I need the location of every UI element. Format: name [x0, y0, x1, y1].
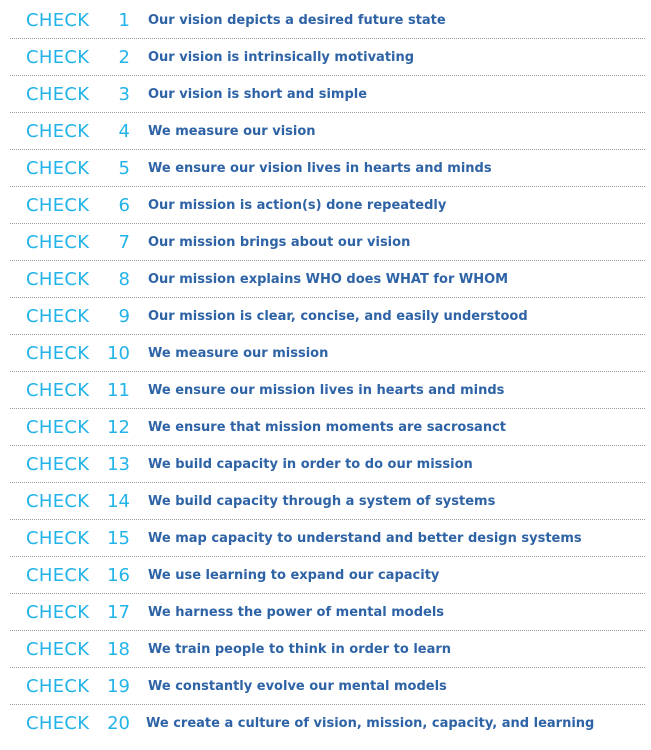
check-statement: We create a culture of vision, mission, capacity, and learning: [146, 716, 595, 731]
check-label: CHECK: [26, 306, 90, 327]
checklist-row: [0, 261, 651, 298]
check-statement: We ensure our mission lives in hearts and minds: [148, 383, 505, 398]
check-number: 13: [107, 454, 130, 475]
check-label: CHECK: [26, 195, 90, 216]
check-statement: We ensure that mission moments are sacrosanct: [148, 420, 507, 435]
checklist-row: [0, 668, 651, 705]
check-number: 11: [107, 380, 130, 401]
checklist-row: [0, 224, 651, 261]
check-statement: Our vision depicts a desired future state: [148, 13, 446, 28]
checklist-row: [0, 409, 651, 446]
check-label: CHECK: [26, 602, 90, 623]
checklist-row: [0, 113, 651, 150]
check-label: CHECK: [26, 343, 90, 364]
check-number: 6: [118, 195, 130, 216]
check-label: CHECK: [26, 528, 90, 549]
check-statement: We use learning to expand our capacity: [148, 568, 440, 583]
check-number: 16: [107, 565, 130, 586]
check-number: 15: [107, 528, 130, 549]
check-label: CHECK: [26, 269, 90, 290]
check-label: CHECK: [26, 10, 90, 31]
check-label: CHECK: [26, 84, 90, 105]
check-statement: Our vision is intrinsically motivating: [148, 50, 415, 65]
check-label: CHECK: [26, 676, 90, 697]
checklist-row: [0, 372, 651, 409]
checklist-row: [0, 594, 651, 631]
checklist-row: [0, 76, 651, 113]
check-number: 10: [107, 343, 130, 364]
check-label: CHECK: [26, 639, 90, 660]
check-number: 1: [118, 10, 130, 31]
check-number: 3: [118, 84, 130, 105]
check-statement: We map capacity to understand and better design systems: [148, 531, 582, 546]
check-label: CHECK: [26, 232, 90, 253]
checklist: [0, 2, 651, 742]
checklist-row: [0, 557, 651, 594]
check-label: CHECK: [26, 380, 90, 401]
check-label: CHECK: [26, 565, 90, 586]
checklist-row: [0, 705, 651, 742]
checklist-row: [0, 187, 651, 224]
checklist-row: [0, 298, 651, 335]
check-statement: We build capacity through a system of systems: [148, 494, 496, 509]
check-statement: Our vision is short and simple: [148, 87, 368, 102]
check-statement: We ensure our vision lives in hearts and minds: [148, 161, 492, 176]
check-statement: We measure our mission: [148, 346, 329, 361]
check-label: CHECK: [26, 47, 90, 68]
check-number: 4: [118, 121, 130, 142]
check-number: 12: [107, 417, 130, 438]
checklist-row: [0, 2, 651, 39]
check-statement: We measure our vision: [148, 124, 316, 139]
check-label: CHECK: [26, 158, 90, 179]
check-statement: Our mission is action(s) done repeatedly: [148, 198, 447, 213]
checklist-row: [0, 520, 651, 557]
checklist-row: [0, 39, 651, 76]
check-number: 18: [107, 639, 130, 660]
check-number: 5: [118, 158, 130, 179]
check-number: 7: [118, 232, 130, 253]
checklist-row: [0, 150, 651, 187]
check-number: 20: [107, 713, 130, 734]
checklist-row: [0, 446, 651, 483]
checklist-row: [0, 483, 651, 520]
check-number: 14: [107, 491, 130, 512]
check-number: 19: [107, 676, 130, 697]
check-number: 17: [107, 602, 130, 623]
check-statement: We constantly evolve our mental models: [148, 679, 447, 694]
check-statement: We train people to think in order to learn: [148, 642, 452, 657]
checklist-row: [0, 631, 651, 668]
check-number: 2: [118, 47, 130, 68]
check-statement: We build capacity in order to do our mission: [148, 457, 473, 472]
check-label: CHECK: [26, 491, 90, 512]
check-statement: Our mission explains WHO does WHAT for WHOM: [148, 272, 509, 287]
check-label: CHECK: [26, 121, 90, 142]
check-statement: Our mission is clear, concise, and easily understood: [148, 309, 528, 324]
check-label: CHECK: [26, 417, 90, 438]
check-statement: Our mission brings about our vision: [148, 235, 411, 250]
check-label: CHECK: [26, 454, 90, 475]
check-number: 8: [118, 269, 130, 290]
check-number: 9: [118, 306, 130, 327]
checklist-row: [0, 335, 651, 372]
check-label: CHECK: [26, 713, 90, 734]
check-statement: We harness the power of mental models: [148, 605, 445, 620]
